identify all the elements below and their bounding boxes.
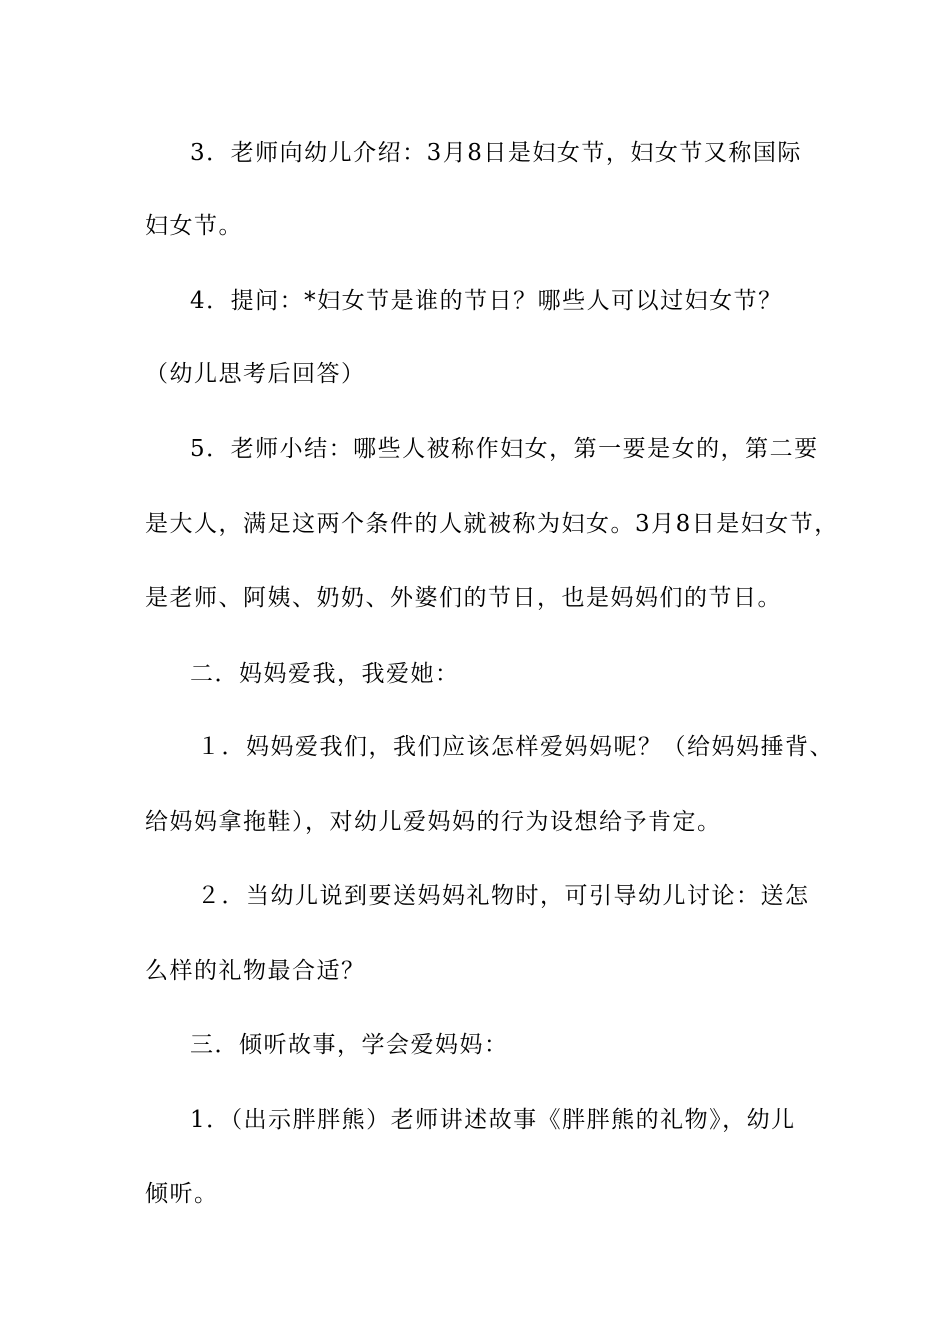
paragraph-line: 1．（出示胖胖熊）老师讲述故事《胖胖熊的礼物》，幼儿	[190, 1107, 796, 1133]
paragraph-line: 是大人，满足这两个条件的人就被称为妇女。3月8日是妇女节，	[145, 511, 839, 537]
paragraph-line: 是老师、阿姨、奶奶、外婆们的节日，也是妈妈们的节日。	[145, 585, 782, 611]
section-heading: 三．倾听故事，学会爱妈妈：	[190, 1032, 509, 1058]
paragraph-line: １．妈妈爱我们，我们应该怎样爱妈妈呢？（给妈妈捶背、	[197, 734, 834, 760]
paragraph-line: 3．老师向幼儿介绍：3月8日是妇女节，妇女节又称国际	[190, 140, 802, 166]
paragraph-line: 倾听。	[145, 1181, 219, 1207]
paragraph-line: 4．提问：*妇女节是谁的节日？哪些人可以过妇女节？	[190, 288, 783, 314]
paragraph-line: 么样的礼物最合适？	[145, 958, 366, 984]
section-heading: 二．妈妈爱我，我爱她：	[190, 661, 460, 687]
paragraph-line: 给妈妈拿拖鞋），对幼儿爱妈妈的行为设想给予肯定。	[145, 809, 722, 835]
paragraph-line: 5．老师小结：哪些人被称作妇女，第一要是女的，第二要	[190, 436, 819, 462]
paragraph-line: ２．当幼儿说到要送妈妈礼物时，可引导幼儿讨论：送怎	[197, 883, 810, 909]
paragraph-line: 妇女节。	[145, 213, 243, 239]
paragraph-line: （幼儿思考后回答）	[145, 361, 366, 387]
